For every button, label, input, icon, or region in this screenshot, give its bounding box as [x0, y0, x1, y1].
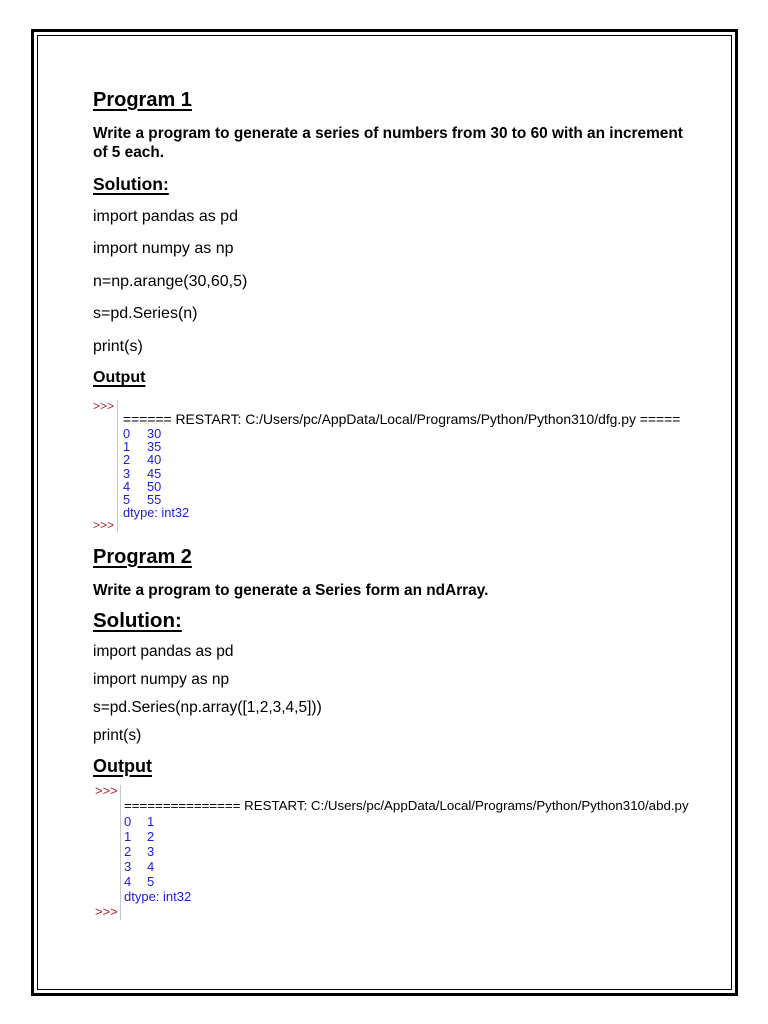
output-index: 1 — [124, 828, 132, 844]
output-index: 2 — [124, 843, 132, 859]
output-index: 4 — [123, 478, 131, 494]
program-1-heading: Program 1 — [93, 89, 192, 111]
output-index: 3 — [123, 465, 131, 481]
restart-line: ====== RESTART: C:/Users/pc/AppData/Local/Programs/Python/Python310/dfg.py ===== — [123, 411, 681, 428]
code-line: import pandas as pd — [93, 207, 238, 225]
program-1-code-block — [93, 201, 247, 364]
code-line: s=pd.Series(np.array([1,2,3,4,5])) — [93, 699, 322, 716]
code-line: print(s) — [93, 727, 142, 744]
dtype-line: dtype: int32 — [123, 505, 190, 521]
shell-prompt: >>> — [95, 904, 118, 920]
output-index: 1 — [123, 438, 131, 454]
program-1-output-heading: Output — [93, 369, 146, 386]
output-index: 4 — [124, 873, 132, 889]
output-index: 0 — [124, 813, 132, 829]
shell-prompt: >>> — [93, 399, 115, 414]
output-row — [124, 874, 689, 889]
gutter-divider — [117, 400, 118, 532]
output-value: 35 — [147, 438, 162, 454]
code-line: import numpy as np — [93, 671, 230, 688]
shell-output — [123, 413, 680, 519]
shell-output — [124, 798, 689, 904]
output-row — [123, 440, 680, 453]
output-index: 5 — [123, 492, 131, 508]
program-2-heading: Program 2 — [93, 546, 192, 568]
shell-prompt: >>> — [93, 518, 115, 533]
output-row — [124, 844, 689, 859]
output-value: 3 — [147, 843, 155, 859]
output-index: 0 — [123, 425, 131, 441]
output-row — [124, 814, 689, 829]
output-value: 55 — [147, 492, 162, 508]
output-value: 40 — [147, 452, 162, 468]
code-line: import numpy as np — [93, 240, 234, 258]
output-index: 3 — [124, 858, 132, 874]
code-line: import pandas as pd — [93, 643, 234, 660]
program-1-question: Write a program to generate a series of numbers from 30 to 60 with an increment of 5 each. — [93, 124, 683, 161]
program-2-question: Write a program to generate a Series form an ndArray. — [93, 581, 489, 599]
program-2-output-heading: Output — [93, 756, 152, 776]
output-value: 45 — [147, 465, 162, 481]
output-value: 1 — [147, 813, 155, 829]
output-row — [123, 427, 680, 440]
output-row — [123, 467, 680, 480]
program-1-solution-heading: Solution: — [93, 174, 169, 194]
program-2-code-block — [93, 638, 322, 750]
output-value: 30 — [147, 425, 162, 441]
output-value: 2 — [147, 828, 155, 844]
output-value: 50 — [147, 478, 162, 494]
output-row — [124, 829, 689, 844]
output-row — [124, 859, 689, 874]
gutter-divider — [120, 785, 121, 920]
code-line: print(s) — [93, 337, 143, 355]
program-2-solution-heading: Solution: — [93, 609, 182, 632]
output-row — [123, 493, 680, 506]
output-value: 4 — [147, 858, 155, 874]
code-line: n=np.arange(30,60,5) — [93, 272, 248, 290]
output-index: 2 — [123, 452, 131, 468]
restart-line: =============== RESTART: C:/Users/pc/AppData/Local/Programs/Python/Python310/abd.py — [124, 798, 689, 814]
code-line: s=pd.Series(n) — [93, 305, 198, 323]
shell-prompt: >>> — [95, 783, 118, 799]
output-value: 5 — [147, 873, 155, 889]
output-row — [123, 480, 680, 493]
output-row — [123, 453, 680, 466]
dtype-line: dtype: int32 — [124, 889, 192, 904]
